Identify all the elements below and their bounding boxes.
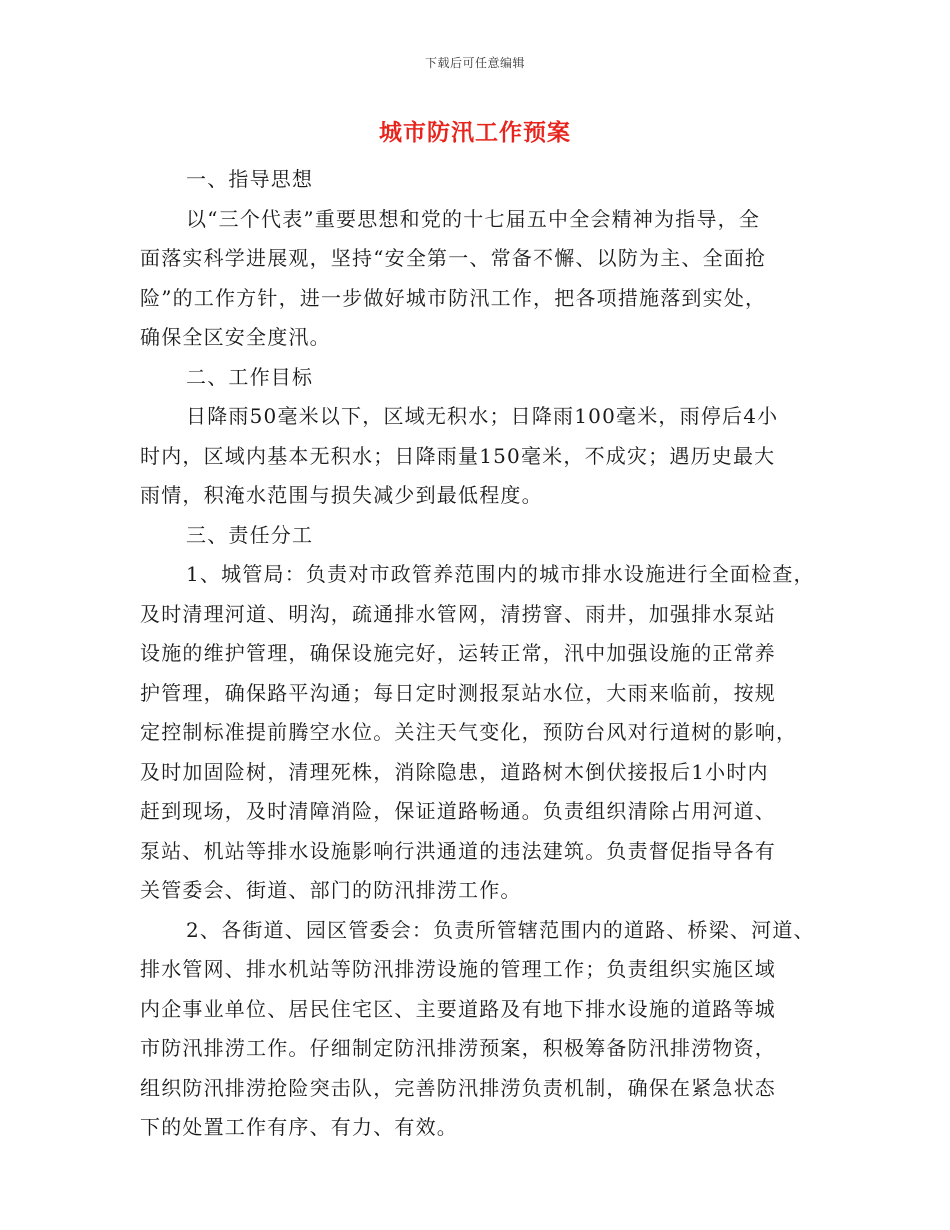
body-line: 护管理，确保路平沟通；每日定时测报泵站水位，大雨来临前，按规 <box>140 680 776 705</box>
body-line: 雨情，积淹水范围与损失减少到最低程度。 <box>140 483 543 507</box>
body-line: 三、责任分工 <box>186 522 314 547</box>
body-line: 市防汛排涝工作。仔细制定防汛排涝预案，积极筹备防汛排涝物资， <box>140 1036 776 1060</box>
body-line: 定控制标准提前腾空水位。关注天气变化，预防台风对行道树的影响， <box>140 720 798 744</box>
document-title: 城市防汛工作预案 <box>379 119 571 146</box>
body-line: 时内，区域内基本无积水；日降雨量150毫米，不成灾；遇历史最大 <box>140 443 776 468</box>
body-line: 设施的维护管理，确保设施完好，运转正常，汛中加强设施的正常养 <box>140 641 776 665</box>
body-line: 及时清理河道、明沟，疏通排水管网，清捞窨、雨井，加强排水泵站 <box>140 601 776 626</box>
body-line: 险”的工作方针，进一步做好城市防汛工作，把各项措施落到实处， <box>140 285 767 310</box>
page-header: 下载后可任意编辑 <box>424 56 525 70</box>
body-line: 1、城管局：负责对市政管养范围内的城市排水设施进行全面检查， <box>186 562 815 586</box>
body-line: 一、指导思想 <box>186 167 314 191</box>
body-line: 日降雨50毫米以下，区域无积水；日降雨100毫米，雨停后4小 <box>186 404 779 428</box>
body-line: 排水管网、排水机站等防汛排涝设施的管理工作；负责组织实施区域 <box>140 957 776 981</box>
body-line: 及时加固险树，清理死株，消除隐患，道路树木倒伏接报后1小时内 <box>140 759 769 784</box>
body-line: 以“三个代表”重要思想和党的十七届五中全会精神为指导，全 <box>186 206 761 231</box>
body-line: 关管委会、街道、部门的防汛排涝工作。 <box>140 878 522 902</box>
document-body <box>140 160 830 1148</box>
body-line: 赶到现场，及时清障消险，保证道路畅通。负责组织清除占用河道、 <box>140 799 776 823</box>
body-line: 下的处置工作有序、有力、有效。 <box>140 1115 458 1139</box>
body-line: 面落实科学进展观，坚持“安全第一、常备不懈、以防为主、全面抢 <box>140 246 767 270</box>
body-line: 确保全区安全度汛。 <box>140 325 331 349</box>
body-line: 泵站、机站等排水设施影响行洪通道的违法建筑。负责督促指导各有 <box>140 838 776 863</box>
body-line: 二、工作目标 <box>186 364 314 389</box>
body-line: 组织防汛排涝抢险突击队，完善防汛排涝负责机制，确保在紧急状态 <box>140 1075 776 1100</box>
body-line: 内企事业单位、居民住宅区、主要道路及有地下排水设施的道路等城 <box>140 996 776 1021</box>
body-line: 2、各街道、园区管委会：负责所管辖范围内的道路、桥梁、河道、 <box>186 917 815 942</box>
